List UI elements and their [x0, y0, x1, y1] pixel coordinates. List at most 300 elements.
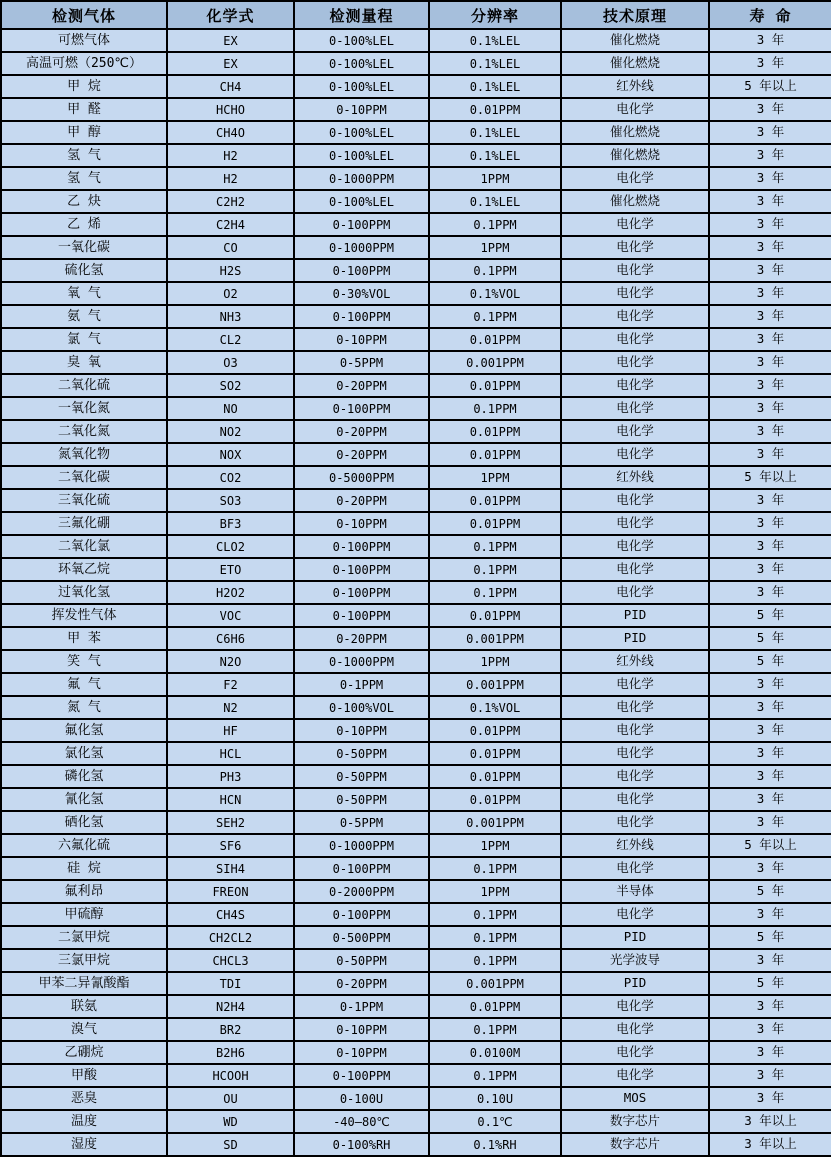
lifespan-cell: 3 年 [709, 420, 831, 443]
lifespan-cell: 5 年以上 [709, 834, 831, 857]
principle-cell: 电化学 [561, 98, 709, 121]
table-row [1, 535, 831, 558]
resolution-cell: 0.1PPM [429, 305, 561, 328]
gas-cell: 硫化氢 [1, 259, 167, 282]
formula-cell: C6H6 [167, 627, 294, 650]
resolution-cell: 0.01PPM [429, 328, 561, 351]
principle-cell: 电化学 [561, 512, 709, 535]
table-row [1, 328, 831, 351]
resolution-cell: 0.01PPM [429, 788, 561, 811]
lifespan-cell: 3 年 [709, 29, 831, 52]
gas-cell: 甲硫醇 [1, 903, 167, 926]
formula-cell: C2H2 [167, 190, 294, 213]
range-cell: 0-2000PPM [294, 880, 429, 903]
resolution-cell: 0.1PPM [429, 535, 561, 558]
formula-cell: H2 [167, 167, 294, 190]
lifespan-cell: 3 年 [709, 949, 831, 972]
range-cell: 0-100U [294, 1087, 429, 1110]
resolution-cell: 0.01PPM [429, 995, 561, 1018]
table-row [1, 742, 831, 765]
lifespan-cell: 5 年以上 [709, 75, 831, 98]
gas-cell: 一氧化氮 [1, 397, 167, 420]
principle-cell: 电化学 [561, 213, 709, 236]
lifespan-cell: 3 年 [709, 305, 831, 328]
gas-cell: 六氟化硫 [1, 834, 167, 857]
principle-cell: 半导体 [561, 880, 709, 903]
resolution-cell: 1PPM [429, 466, 561, 489]
range-cell: 0-30%VOL [294, 282, 429, 305]
range-cell: 0-10PPM [294, 1018, 429, 1041]
formula-cell: BF3 [167, 512, 294, 535]
formula-cell: H2S [167, 259, 294, 282]
range-cell: 0-10PPM [294, 328, 429, 351]
table-row [1, 765, 831, 788]
principle-cell: 电化学 [561, 995, 709, 1018]
gas-cell: 三氟化硼 [1, 512, 167, 535]
range-cell: 0-100PPM [294, 259, 429, 282]
table-row [1, 121, 831, 144]
resolution-cell: 0.1%LEL [429, 144, 561, 167]
range-cell: 0-20PPM [294, 374, 429, 397]
principle-cell: 催化燃烧 [561, 190, 709, 213]
resolution-cell: 0.01PPM [429, 512, 561, 535]
formula-cell: CL2 [167, 328, 294, 351]
gas-cell: 甲 烷 [1, 75, 167, 98]
resolution-cell: 0.1PPM [429, 926, 561, 949]
gas-cell: 挥发性气体 [1, 604, 167, 627]
table-row [1, 167, 831, 190]
gas-cell: 氧 气 [1, 282, 167, 305]
formula-cell: O2 [167, 282, 294, 305]
formula-cell: F2 [167, 673, 294, 696]
formula-cell: N2 [167, 696, 294, 719]
range-cell: 0-100PPM [294, 581, 429, 604]
principle-cell: 数字芯片 [561, 1110, 709, 1133]
table-row [1, 29, 831, 52]
table-row [1, 719, 831, 742]
lifespan-cell: 3 年 [709, 213, 831, 236]
resolution-cell: 0.1PPM [429, 1064, 561, 1087]
principle-cell: 电化学 [561, 765, 709, 788]
formula-cell: SEH2 [167, 811, 294, 834]
table-row [1, 857, 831, 880]
principle-cell: 电化学 [561, 742, 709, 765]
table-row [1, 512, 831, 535]
table-row [1, 696, 831, 719]
lifespan-cell: 3 年 [709, 581, 831, 604]
lifespan-cell: 3 年 [709, 857, 831, 880]
principle-cell: MOS [561, 1087, 709, 1110]
range-cell: 0-100PPM [294, 305, 429, 328]
table-row [1, 604, 831, 627]
resolution-cell: 0.0100M [429, 1041, 561, 1064]
range-cell: 0-100%VOL [294, 696, 429, 719]
range-cell: 0-100PPM [294, 1064, 429, 1087]
range-cell: 0-20PPM [294, 627, 429, 650]
column-header-gas: 检测气体 [1, 1, 167, 29]
table-row [1, 374, 831, 397]
range-cell: 0-1000PPM [294, 236, 429, 259]
lifespan-cell: 3 年 [709, 558, 831, 581]
formula-cell: CH4 [167, 75, 294, 98]
range-cell: 0-100%LEL [294, 121, 429, 144]
principle-cell: 催化燃烧 [561, 121, 709, 144]
table-row [1, 190, 831, 213]
table-row [1, 650, 831, 673]
formula-cell: B2H6 [167, 1041, 294, 1064]
column-header-resolution: 分辨率 [429, 1, 561, 29]
gas-cell: 氨 气 [1, 305, 167, 328]
lifespan-cell: 3 年 [709, 765, 831, 788]
range-cell: 0-20PPM [294, 420, 429, 443]
formula-cell: H2O2 [167, 581, 294, 604]
formula-cell: CO [167, 236, 294, 259]
range-cell: 0-100%LEL [294, 144, 429, 167]
resolution-cell: 0.01PPM [429, 604, 561, 627]
formula-cell: CLO2 [167, 535, 294, 558]
range-cell: 0-50PPM [294, 765, 429, 788]
lifespan-cell: 3 年 [709, 742, 831, 765]
column-header-formula: 化学式 [167, 1, 294, 29]
resolution-cell: 0.01PPM [429, 489, 561, 512]
table-row [1, 397, 831, 420]
principle-cell: 电化学 [561, 719, 709, 742]
resolution-cell: 0.001PPM [429, 811, 561, 834]
table-row [1, 995, 831, 1018]
gas-cell: 磷化氢 [1, 765, 167, 788]
range-cell: 0-100%LEL [294, 75, 429, 98]
gas-cell: 甲 苯 [1, 627, 167, 650]
range-cell: 0-20PPM [294, 443, 429, 466]
formula-cell: CH4O [167, 121, 294, 144]
range-cell: 0-20PPM [294, 972, 429, 995]
formula-cell: WD [167, 1110, 294, 1133]
resolution-cell: 0.001PPM [429, 351, 561, 374]
gas-cell: 氟 气 [1, 673, 167, 696]
gas-cell: 二氧化碳 [1, 466, 167, 489]
lifespan-cell: 3 年 [709, 811, 831, 834]
resolution-cell: 0.1%LEL [429, 75, 561, 98]
formula-cell: CHCL3 [167, 949, 294, 972]
lifespan-cell: 3 年 [709, 236, 831, 259]
resolution-cell: 1PPM [429, 880, 561, 903]
formula-cell: NO2 [167, 420, 294, 443]
principle-cell: 电化学 [561, 903, 709, 926]
formula-cell: HCL [167, 742, 294, 765]
table-body [1, 29, 831, 1156]
gas-cell: 溴气 [1, 1018, 167, 1041]
formula-cell: NH3 [167, 305, 294, 328]
lifespan-cell: 3 年 [709, 121, 831, 144]
resolution-cell: 0.1PPM [429, 558, 561, 581]
gas-cell: 硒化氢 [1, 811, 167, 834]
gas-cell: 氮氧化物 [1, 443, 167, 466]
table-row [1, 581, 831, 604]
gas-cell: 二氧化氯 [1, 535, 167, 558]
principle-cell: 光学波导 [561, 949, 709, 972]
resolution-cell: 0.1PPM [429, 903, 561, 926]
formula-cell: HCN [167, 788, 294, 811]
formula-cell: SD [167, 1133, 294, 1156]
range-cell: 0-1PPM [294, 995, 429, 1018]
gas-cell: 氯化氢 [1, 742, 167, 765]
lifespan-cell: 3 年 [709, 443, 831, 466]
principle-cell: 电化学 [561, 696, 709, 719]
range-cell: 0-5000PPM [294, 466, 429, 489]
principle-cell: 电化学 [561, 1064, 709, 1087]
lifespan-cell: 5 年以上 [709, 466, 831, 489]
lifespan-cell: 3 年 [709, 328, 831, 351]
resolution-cell: 1PPM [429, 167, 561, 190]
formula-cell: CH4S [167, 903, 294, 926]
lifespan-cell: 5 年 [709, 650, 831, 673]
range-cell: 0-1000PPM [294, 834, 429, 857]
formula-cell: OU [167, 1087, 294, 1110]
principle-cell: 电化学 [561, 581, 709, 604]
formula-cell: CH2CL2 [167, 926, 294, 949]
gas-cell: 甲酸 [1, 1064, 167, 1087]
lifespan-cell: 3 年 [709, 282, 831, 305]
table-row [1, 673, 831, 696]
table-row [1, 443, 831, 466]
formula-cell: O3 [167, 351, 294, 374]
table-row [1, 351, 831, 374]
principle-cell: 电化学 [561, 489, 709, 512]
range-cell: 0-100PPM [294, 857, 429, 880]
lifespan-cell: 3 年 [709, 190, 831, 213]
gas-cell: 恶臭 [1, 1087, 167, 1110]
table-row [1, 52, 831, 75]
table-row [1, 98, 831, 121]
gas-cell: 乙硼烷 [1, 1041, 167, 1064]
range-cell: 0-100%RH [294, 1133, 429, 1156]
table-row [1, 558, 831, 581]
table-row [1, 75, 831, 98]
gas-cell: 氟化氢 [1, 719, 167, 742]
table-row [1, 466, 831, 489]
lifespan-cell: 3 年以上 [709, 1133, 831, 1156]
range-cell: 0-20PPM [294, 489, 429, 512]
range-cell: 0-50PPM [294, 949, 429, 972]
gas-cell: 氟利昂 [1, 880, 167, 903]
lifespan-cell: 3 年 [709, 719, 831, 742]
gas-cell: 甲 醛 [1, 98, 167, 121]
formula-cell: SO2 [167, 374, 294, 397]
table-row [1, 489, 831, 512]
principle-cell: 电化学 [561, 282, 709, 305]
resolution-cell: 0.001PPM [429, 673, 561, 696]
table-row [1, 236, 831, 259]
resolution-cell: 0.1%RH [429, 1133, 561, 1156]
table-row [1, 880, 831, 903]
resolution-cell: 0.01PPM [429, 742, 561, 765]
principle-cell: 电化学 [561, 397, 709, 420]
principle-cell: 电化学 [561, 420, 709, 443]
range-cell: 0-100PPM [294, 558, 429, 581]
resolution-cell: 1PPM [429, 236, 561, 259]
formula-cell: TDI [167, 972, 294, 995]
principle-cell: 红外线 [561, 834, 709, 857]
lifespan-cell: 5 年 [709, 880, 831, 903]
range-cell: 0-100PPM [294, 213, 429, 236]
lifespan-cell: 3 年 [709, 144, 831, 167]
resolution-cell: 0.10U [429, 1087, 561, 1110]
lifespan-cell: 3 年 [709, 167, 831, 190]
formula-cell: N2O [167, 650, 294, 673]
formula-cell: SIH4 [167, 857, 294, 880]
lifespan-cell: 3 年 [709, 535, 831, 558]
range-cell: -40—80℃ [294, 1110, 429, 1133]
gas-cell: 二氧化氮 [1, 420, 167, 443]
table-row [1, 1133, 831, 1156]
lifespan-cell: 3 年 [709, 788, 831, 811]
table-row [1, 1087, 831, 1110]
gas-cell: 甲 醇 [1, 121, 167, 144]
gas-cell: 乙 烯 [1, 213, 167, 236]
lifespan-cell: 3 年 [709, 903, 831, 926]
resolution-cell: 0.01PPM [429, 98, 561, 121]
table-row [1, 420, 831, 443]
resolution-cell: 1PPM [429, 834, 561, 857]
lifespan-cell: 3 年以上 [709, 1110, 831, 1133]
lifespan-cell: 3 年 [709, 374, 831, 397]
formula-cell: BR2 [167, 1018, 294, 1041]
range-cell: 0-100%LEL [294, 52, 429, 75]
formula-cell: NOX [167, 443, 294, 466]
formula-cell: NO [167, 397, 294, 420]
table-row [1, 305, 831, 328]
formula-cell: VOC [167, 604, 294, 627]
table-row [1, 1018, 831, 1041]
lifespan-cell: 3 年 [709, 52, 831, 75]
formula-cell: C2H4 [167, 213, 294, 236]
formula-cell: HCHO [167, 98, 294, 121]
principle-cell: 电化学 [561, 305, 709, 328]
lifespan-cell: 3 年 [709, 489, 831, 512]
formula-cell: HF [167, 719, 294, 742]
gas-cell: 过氧化氢 [1, 581, 167, 604]
principle-cell: PID [561, 926, 709, 949]
lifespan-cell: 3 年 [709, 696, 831, 719]
gas-cell: 二氧化硫 [1, 374, 167, 397]
gas-cell: 臭 氧 [1, 351, 167, 374]
resolution-cell: 0.1%LEL [429, 190, 561, 213]
resolution-cell: 0.1%LEL [429, 52, 561, 75]
resolution-cell: 0.1PPM [429, 259, 561, 282]
table-row [1, 972, 831, 995]
resolution-cell: 0.1PPM [429, 397, 561, 420]
range-cell: 0-50PPM [294, 742, 429, 765]
resolution-cell: 0.01PPM [429, 374, 561, 397]
gas-cell: 氢 气 [1, 167, 167, 190]
gas-cell: 湿度 [1, 1133, 167, 1156]
principle-cell: 电化学 [561, 1018, 709, 1041]
principle-cell: 电化学 [561, 811, 709, 834]
principle-cell: 红外线 [561, 650, 709, 673]
principle-cell: 红外线 [561, 75, 709, 98]
range-cell: 0-100PPM [294, 397, 429, 420]
table-row [1, 788, 831, 811]
gas-cell: 三氯甲烷 [1, 949, 167, 972]
resolution-cell: 0.01PPM [429, 719, 561, 742]
lifespan-cell: 3 年 [709, 351, 831, 374]
lifespan-cell: 3 年 [709, 98, 831, 121]
table-row [1, 144, 831, 167]
resolution-cell: 0.1PPM [429, 1018, 561, 1041]
resolution-cell: 0.01PPM [429, 443, 561, 466]
principle-cell: 电化学 [561, 857, 709, 880]
resolution-cell: 0.01PPM [429, 765, 561, 788]
column-header-principle: 技术原理 [561, 1, 709, 29]
lifespan-cell: 3 年 [709, 1018, 831, 1041]
gas-cell: 甲苯二异氰酸酯 [1, 972, 167, 995]
header-row [1, 1, 831, 29]
principle-cell: 电化学 [561, 1041, 709, 1064]
principle-cell: 电化学 [561, 673, 709, 696]
range-cell: 0-5PPM [294, 811, 429, 834]
gas-cell: 环氧乙烷 [1, 558, 167, 581]
lifespan-cell: 3 年 [709, 1041, 831, 1064]
gas-cell: 硅 烷 [1, 857, 167, 880]
principle-cell: 电化学 [561, 374, 709, 397]
gas-cell: 可燃气体 [1, 29, 167, 52]
gas-cell: 氮 气 [1, 696, 167, 719]
table-row [1, 811, 831, 834]
range-cell: 0-1000PPM [294, 167, 429, 190]
table-row [1, 1041, 831, 1064]
resolution-cell: 0.1PPM [429, 949, 561, 972]
formula-cell: SO3 [167, 489, 294, 512]
gas-cell: 三氧化硫 [1, 489, 167, 512]
principle-cell: 电化学 [561, 236, 709, 259]
resolution-cell: 1PPM [429, 650, 561, 673]
formula-cell: N2H4 [167, 995, 294, 1018]
range-cell: 0-100PPM [294, 903, 429, 926]
principle-cell: 电化学 [561, 259, 709, 282]
principle-cell: 红外线 [561, 466, 709, 489]
resolution-cell: 0.1℃ [429, 1110, 561, 1133]
lifespan-cell: 3 年 [709, 1087, 831, 1110]
lifespan-cell: 5 年 [709, 604, 831, 627]
formula-cell: CO2 [167, 466, 294, 489]
formula-cell: EX [167, 52, 294, 75]
lifespan-cell: 3 年 [709, 397, 831, 420]
principle-cell: 电化学 [561, 351, 709, 374]
range-cell: 0-500PPM [294, 926, 429, 949]
range-cell: 0-10PPM [294, 719, 429, 742]
resolution-cell: 0.1PPM [429, 581, 561, 604]
table-row [1, 1064, 831, 1087]
gas-cell: 一氧化碳 [1, 236, 167, 259]
gas-cell: 氰化氢 [1, 788, 167, 811]
principle-cell: PID [561, 604, 709, 627]
range-cell: 0-100PPM [294, 604, 429, 627]
formula-cell: PH3 [167, 765, 294, 788]
range-cell: 0-5PPM [294, 351, 429, 374]
resolution-cell: 0.01PPM [429, 420, 561, 443]
formula-cell: HCOOH [167, 1064, 294, 1087]
lifespan-cell: 3 年 [709, 995, 831, 1018]
resolution-cell: 0.1%LEL [429, 29, 561, 52]
lifespan-cell: 3 年 [709, 512, 831, 535]
formula-cell: EX [167, 29, 294, 52]
gas-cell: 联氨 [1, 995, 167, 1018]
formula-cell: H2 [167, 144, 294, 167]
principle-cell: 催化燃烧 [561, 144, 709, 167]
gas-cell: 温度 [1, 1110, 167, 1133]
table-row [1, 926, 831, 949]
formula-cell: ETO [167, 558, 294, 581]
